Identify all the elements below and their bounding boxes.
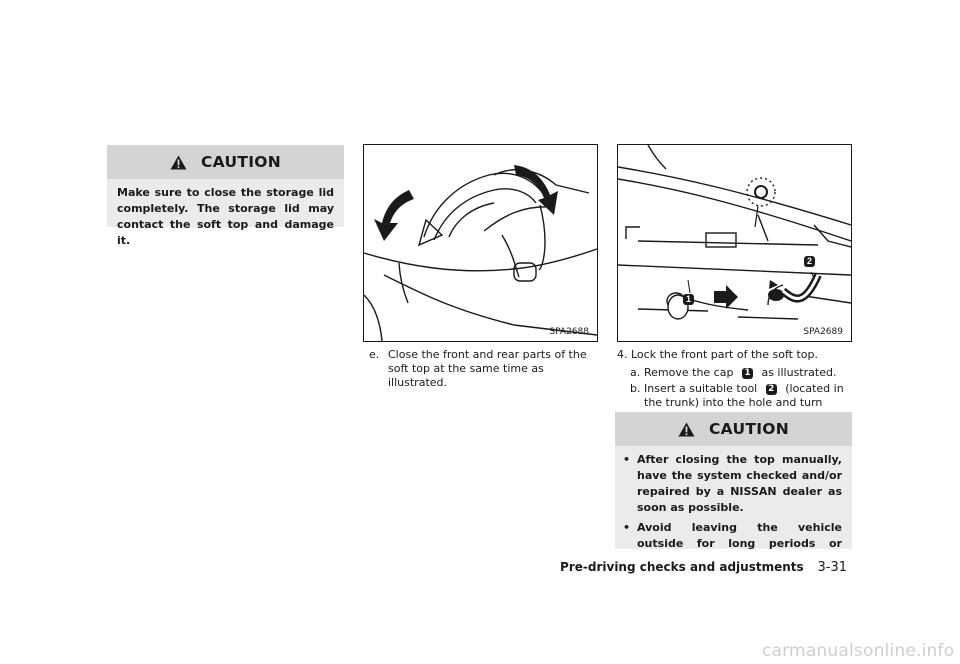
step-4b: b. Insert a suitable tool 2 (located in the trunk) into the hole and turn (630, 382, 852, 424)
step-e-marker: e. (369, 348, 380, 361)
arrow-down-left (374, 190, 414, 241)
callout-1-label: 1 (683, 294, 694, 305)
caution-box-right (615, 412, 852, 549)
step-e-text: Close the front and rear parts of the soft top at the same time as illustrated. (388, 348, 587, 389)
page-number: 3-31 (817, 560, 847, 575)
page-footer (560, 560, 847, 575)
caution-bullets (615, 446, 852, 549)
watermark: carmanualsonline.info (762, 641, 955, 661)
callout-2-label: 2 (804, 256, 815, 267)
step-4b-text-2: (located in the trunk) into the hole and turn (644, 382, 844, 409)
warning-icon (678, 422, 695, 437)
caution-bullet: • Avoid leaving the vehicle outside for long periods or (623, 521, 842, 549)
caution-title: CAUTION (200, 153, 282, 171)
step-4-heading: 4. Lock the front part of the soft top. (617, 348, 818, 361)
caution-box-left (107, 145, 344, 247)
caution-bullet: • After closing the top manually, have the system checked and/or repaired by a NISSAN dealer as soon as possible. (623, 453, 842, 514)
soft-top-illustration (364, 145, 597, 341)
figure-code: SPA2688 (549, 327, 589, 337)
figure-lock-front (617, 144, 852, 342)
step-4a-text-2: as illustrated. (761, 366, 837, 379)
step-4a: a. Remove the cap 1 as illustrated. (630, 366, 837, 379)
lock-illustration (618, 145, 851, 341)
step-4b-text-1: Insert a suitable tool (644, 382, 758, 395)
callout-2-ref: 2 (766, 384, 777, 395)
step-e (369, 348, 597, 390)
caution-title: CAUTION (708, 420, 790, 438)
warning-icon (170, 155, 187, 170)
caution-header (615, 412, 852, 446)
callout-1-ref: 1 (742, 368, 753, 379)
figure-code: SPA2689 (803, 327, 843, 337)
step-4a-text-1: Remove the cap (644, 366, 734, 379)
caution-header (107, 145, 344, 179)
section-title: Pre-driving checks and adjustments (560, 560, 804, 574)
figure-soft-top-closing (363, 144, 598, 342)
caution-text: Make sure to close the storage lid completely. The storage lid may contact the soft top and damage it. (117, 186, 334, 247)
